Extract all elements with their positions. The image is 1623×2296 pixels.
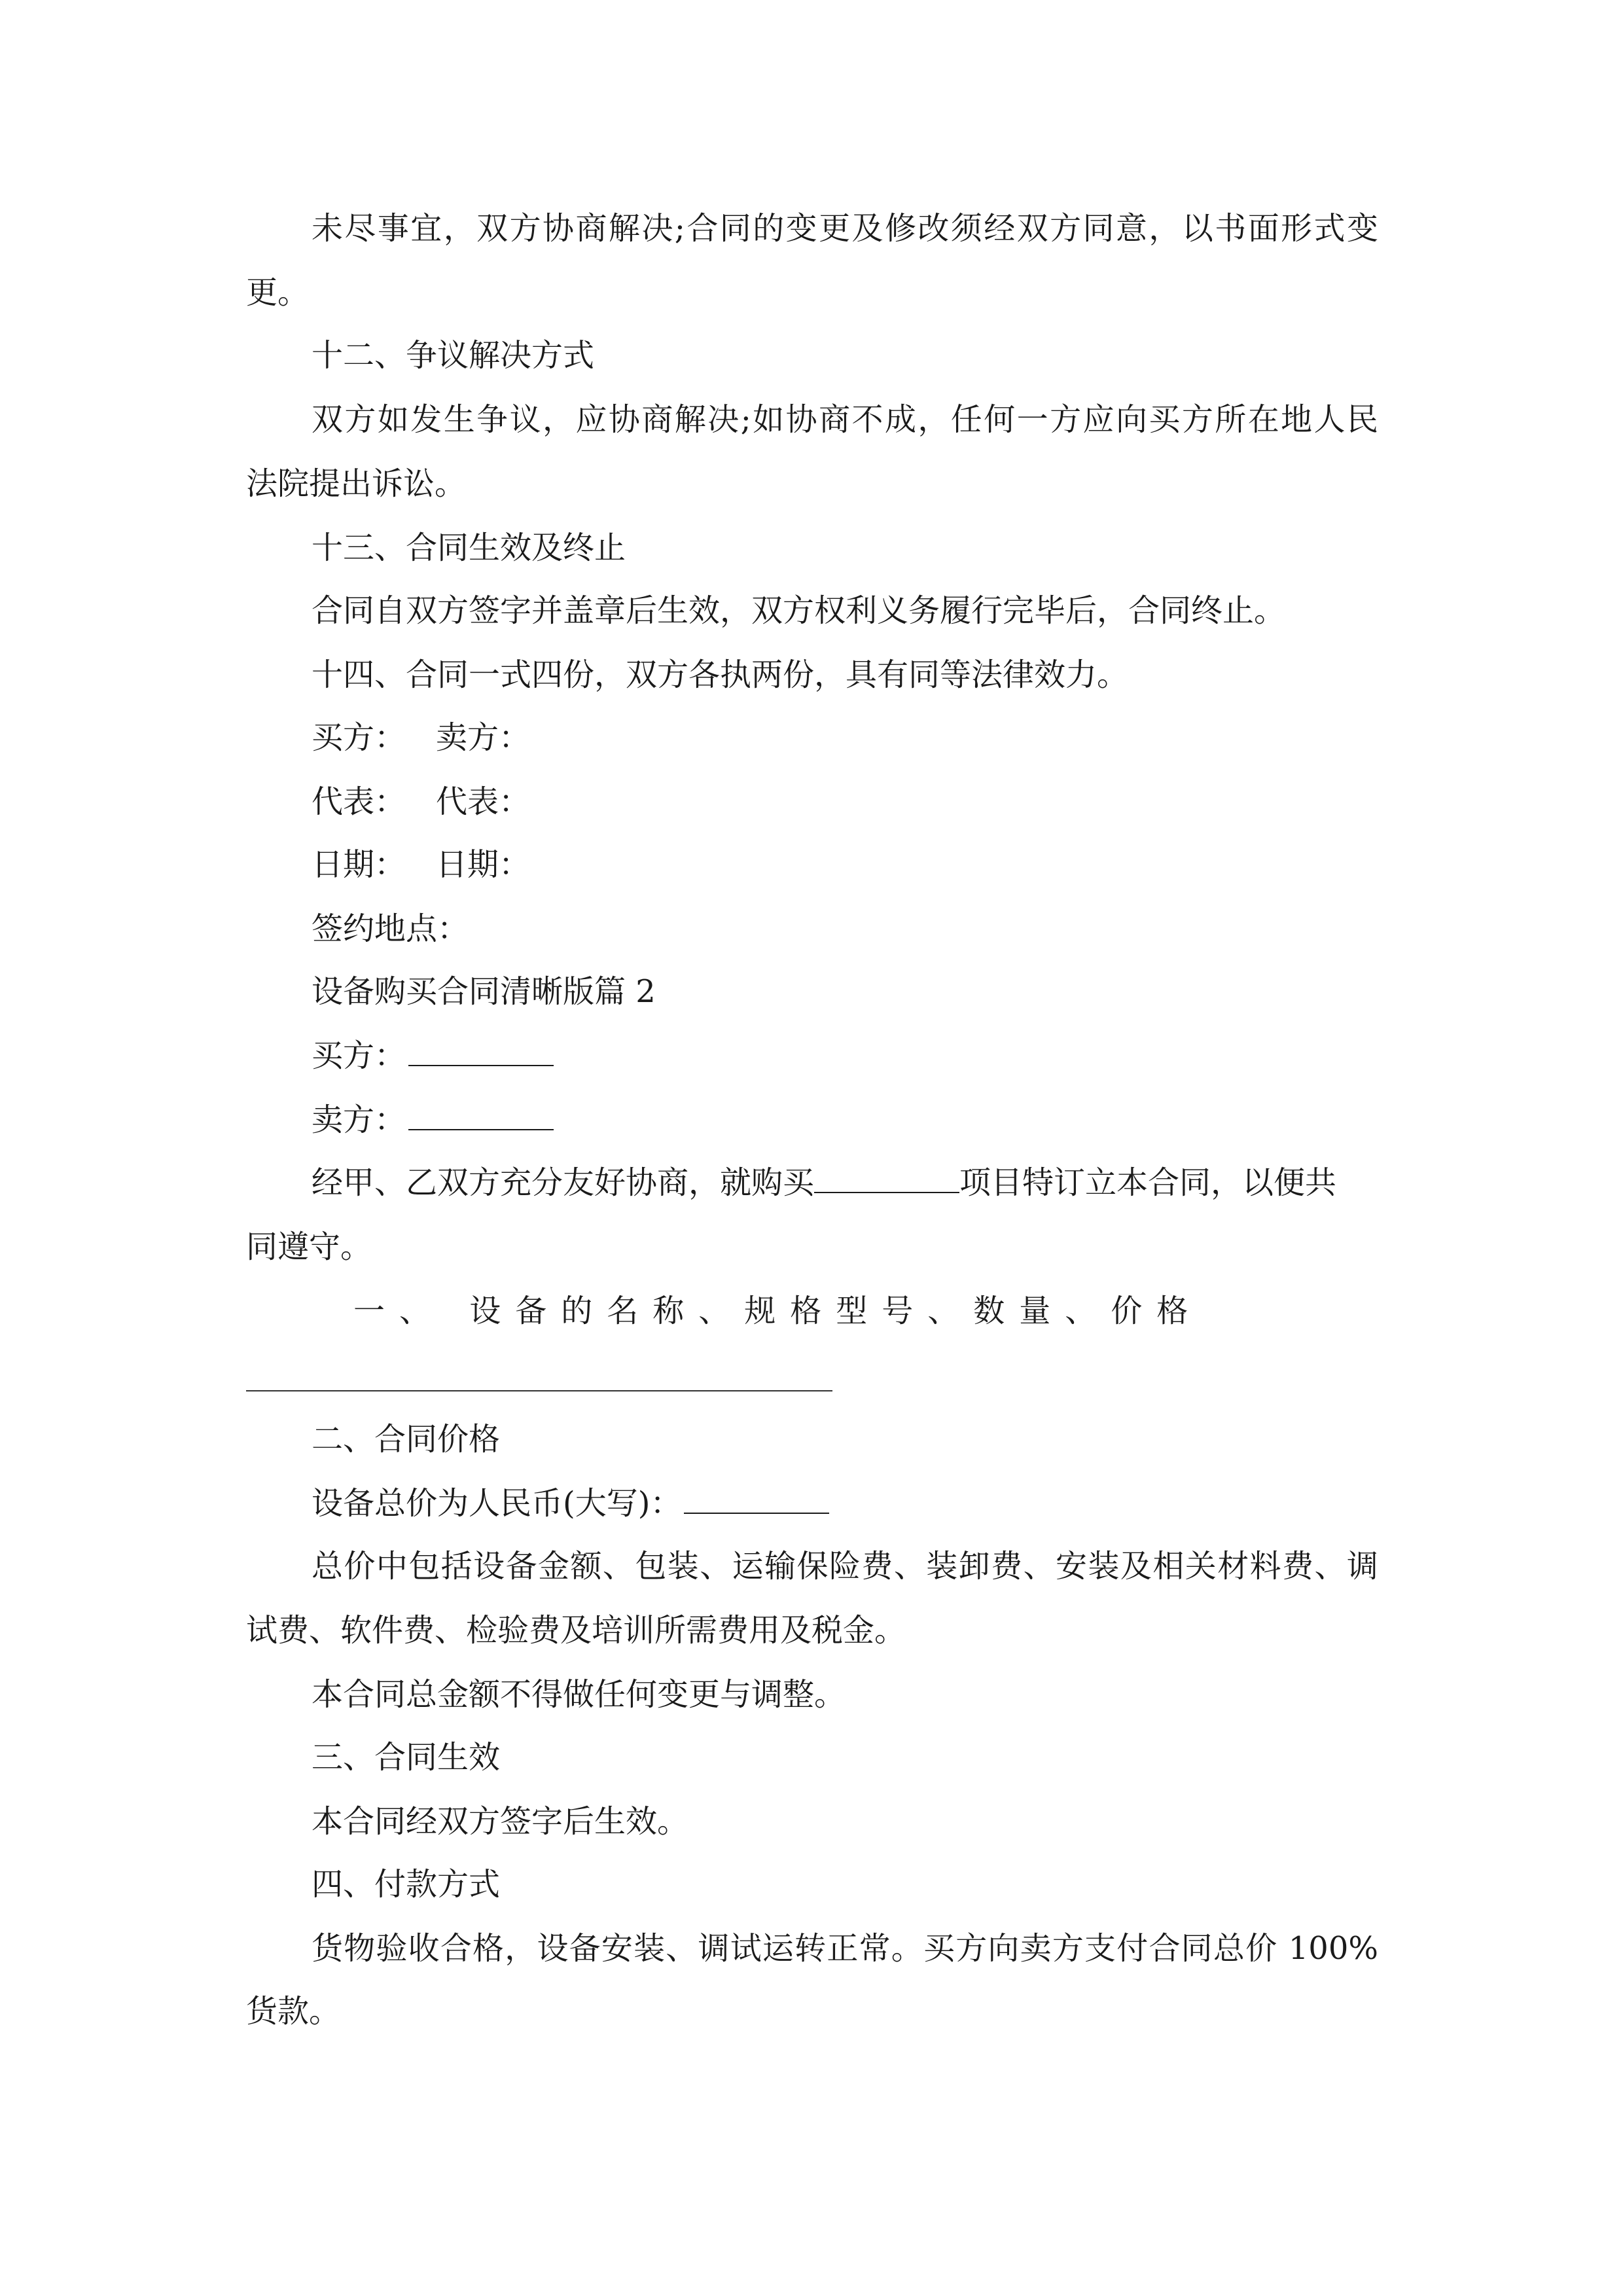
contract-2-buyer-row (312, 1034, 1378, 1077)
project-blank-field (814, 1166, 959, 1193)
effect-clause: 本合同经双方签字后生效。 (312, 1803, 689, 1840)
signing-location-label: 签约地点： (312, 910, 469, 947)
section-heading-13: 十三、合同生效及终止 (312, 529, 626, 566)
contract-2-title: 设备购买合同清晰版篇 2 (312, 973, 656, 1010)
paragraph-dispute-line-1: 双方如发生争议，应协商解决;如协商不成，任何一方应向买方所在地人民 (312, 401, 1378, 438)
intro-text-a: 经甲、乙双方充分友好协商，就购买 (312, 1164, 815, 1201)
section-heading-4-payment: 四、付款方式 (312, 1866, 501, 1903)
section-heading-1-equipment: 一、 设备的名称、规格型号、数量、价格 (353, 1293, 1203, 1329)
intro-text-b: 项目特订立本合同，以便共 (959, 1164, 1337, 1201)
payment-clause-line-1: 货物验收合格，设备安装、调试运转正常。买方向卖方支付合同总价 100% (312, 1930, 1378, 1967)
buyer-date-label: 日期： (312, 846, 406, 883)
paragraph-dispute-line-2: 法院提出诉讼。 (246, 465, 467, 502)
signature-representatives-row (312, 780, 1378, 823)
section-heading-14: 十四、合同一式四份，双方各执两份，具有同等法律效力。 (312, 656, 1129, 693)
total-price-row (312, 1482, 1378, 1525)
signature-dates-row (312, 843, 1378, 886)
paragraph-effect: 合同自双方签字并盖章后生效，双方权利义务履行完毕后，合同终止。 (312, 592, 1286, 629)
contract-2-buyer-label: 买方： (312, 1037, 406, 1074)
equipment-details-blank-line (246, 1390, 832, 1391)
buyer-representative-label: 代表： (312, 783, 406, 820)
price-includes-line-1: 总价中包括设备金额、包装、运输保险费、装卸费、安装及相关材料费、调 (312, 1548, 1378, 1585)
contract-2-seller-label: 卖方： (312, 1102, 406, 1138)
total-price-blank-field (684, 1486, 829, 1514)
no-change-clause: 本合同总金额不得做任何变更与调整。 (312, 1676, 846, 1713)
seller-blank-field (408, 1103, 554, 1130)
payment-clause-line-2: 货款。 (246, 1993, 341, 2030)
section-heading-3-effect: 三、合同生效 (312, 1739, 501, 1776)
seller-representative-label: 代表： (436, 783, 531, 820)
paragraph-misc-line-1: 未尽事宜，双方协商解决;合同的变更及修改须经双方同意，以书面形式变 (312, 210, 1378, 247)
signature-parties-row (312, 716, 1378, 759)
buyer-blank-field (408, 1039, 554, 1066)
price-includes-line-2: 试费、软件费、检验费及培训所需费用及税金。 (246, 1612, 906, 1649)
section-heading-12: 十二、争议解决方式 (312, 337, 595, 374)
seller-label: 卖方： (436, 719, 531, 756)
intro-paragraph-line-2: 同遵守。 (246, 1229, 372, 1265)
paragraph-misc-line-2: 更。 (246, 274, 310, 311)
seller-date-label: 日期： (436, 846, 531, 883)
contract-2-seller-row (312, 1098, 1378, 1141)
buyer-label: 买方： (312, 719, 406, 756)
total-price-label: 设备总价为人民币(大写)： (312, 1485, 682, 1522)
section-heading-2-price: 二、合同价格 (312, 1421, 501, 1458)
intro-paragraph-line-1 (312, 1161, 1378, 1204)
